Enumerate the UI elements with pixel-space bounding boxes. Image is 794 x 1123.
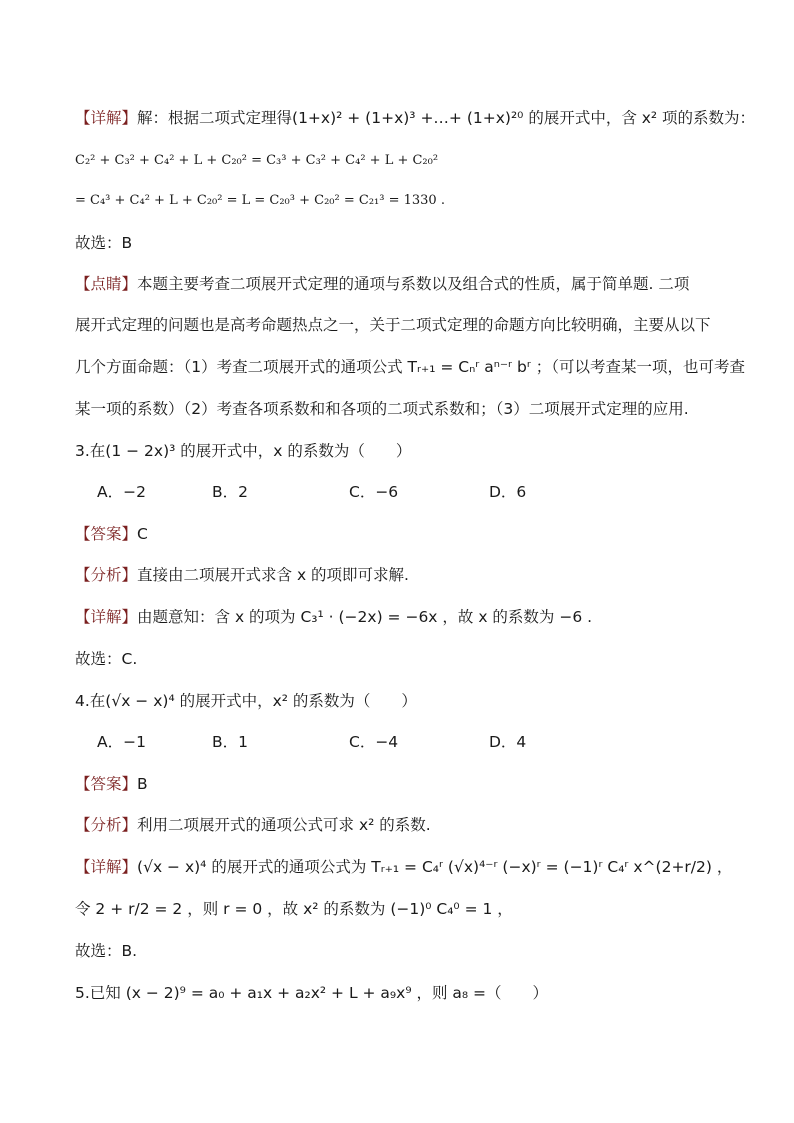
section-tag: 【详解】 [75,608,138,626]
line-20: 5.已知 (x − 2)⁹ = a₀ + a₁x + a₂x² + L + a₉x⁹ ，则 a₈ =（ ） [75,984,549,1002]
q4-option-b: B．1 [212,733,248,751]
line-5: 【点睛】本题主要考查二项展开式定理的通项与系数以及组合式的性质，属于简单题. 二项 [75,275,690,293]
line-18: 令 2 + r/2 = 2 ，则 r = 0 ，故 x² 的系数为 (−1)⁰ C₄⁰ = 1 ， [75,900,513,918]
line-11: 【分析】直接由二项展开式求含 x 的项即可求解. [75,566,409,584]
line-19: 故选：B. [75,942,138,960]
q4-option-a: A．−1 [97,733,146,751]
line-6: 展开式定理的问题也是高考命题热点之一，关于二项式定理的命题方向比较明确，主要从以下 [75,316,711,334]
line-2: C₂² + C₃² + C₄² + L + C₂₀² = C₃³ + C₃² + C₄² + L + C₂₀² [75,153,439,168]
section-tag: 【答案】 [75,775,138,793]
q4-option-c: C．−4 [349,733,399,751]
q3-option-b: B．2 [212,483,248,501]
line-10: 【答案】C [75,525,148,543]
q3-option-d: D．6 [489,483,527,501]
line-7: 几个方面命题：（1）考查二项展开式的通项公式 Tᵣ₊₁ = Cₙʳ aⁿ⁻ʳ bʳ ；（可以考查某一项，也可考查 [75,358,746,376]
line-9: 3.在(1 − 2x)³ 的展开式中，x 的系数为（ ） [75,442,412,460]
line-14: 4.在(√x − x)⁴ 的展开式中，x² 的系数为（ ） [75,692,417,710]
line-3: = C₄³ + C₄² + L + C₂₀² = L = C₂₀³ + C₂₀² = C₂₁³ = 1330 . [75,193,445,208]
line-8: 某一项的系数）（2）考查各项系数和和各项的二项式系数和；（3）二项展开式定理的应用. [75,400,689,418]
line-4: 故选：B [75,234,133,252]
section-tag: 【详解】 [75,858,138,876]
line-13: 故选：C. [75,650,138,668]
q4-option-d: D．4 [489,733,527,751]
q3-option-c: C．−6 [349,483,399,501]
q3-option-a: A．−2 [97,483,146,501]
section-tag: 【答案】 [75,525,138,543]
line-1: 【详解】解：根据二项式定理得(1+x)² + (1+x)³ +…+ (1+x)²⁰ 的展开式中，含 x² 项的系数为： [75,109,756,127]
section-tag: 【分析】 [75,566,138,584]
line-17: 【详解】(√x − x)⁴ 的展开式的通项公式为 Tᵣ₊₁ = C₄ʳ (√x)⁴⁻ʳ (−x)ʳ = (−1)ʳ C₄ʳ x^(2+r/2) ， [75,858,733,876]
line-16: 【分析】利用二项展开式的通项公式可求 x² 的系数. [75,816,431,834]
section-tag: 【详解】 [75,109,138,127]
line-12: 【详解】由题意知：含 x 的项为 C₃¹ · (−2x) = −6x ，故 x 的系数为 −6 . [75,608,593,626]
line-15: 【答案】B [75,775,148,793]
section-tag: 【点睛】 [75,275,138,293]
section-tag: 【分析】 [75,816,138,834]
